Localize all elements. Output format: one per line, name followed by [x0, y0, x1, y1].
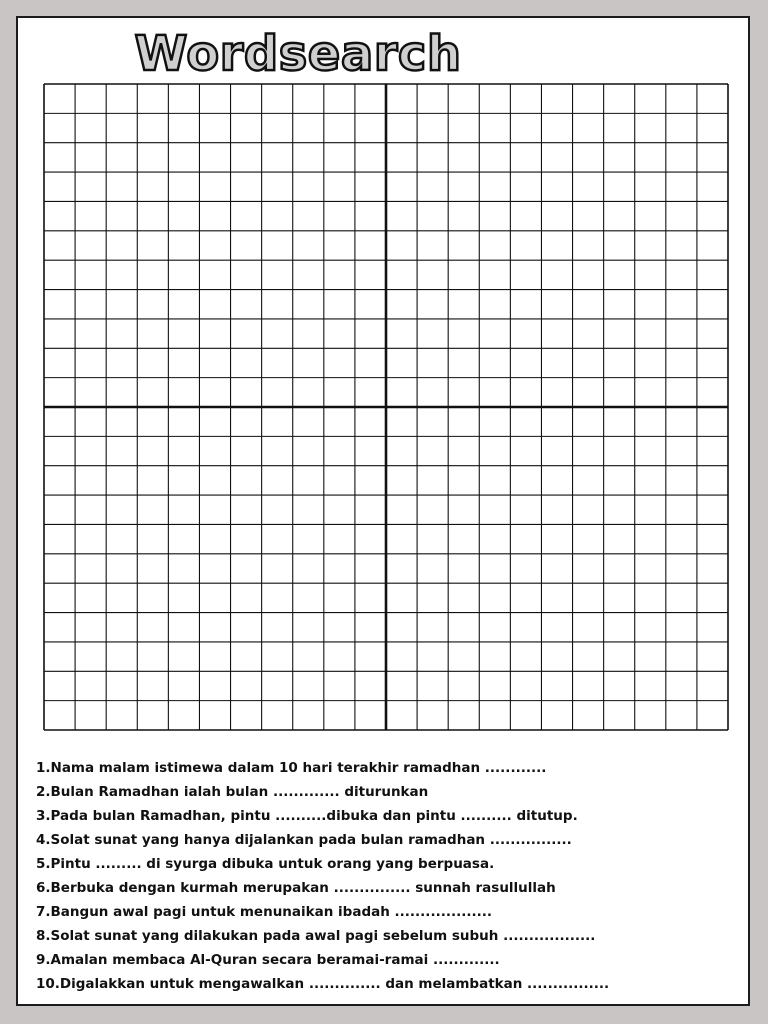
clue-item: 4.Solat sunat yang hanya dijalankan pada bulan ramadhan ................ — [36, 832, 572, 848]
clue-item: 10.Digalakkan untuk mengawalkan .............. dan melambatkan ................ — [36, 976, 610, 992]
clue-item: 3.Pada bulan Ramadhan, pintu ..........dibuka dan pintu .......... ditutup. — [36, 808, 578, 824]
clue-item: 8.Solat sunat yang dilakukan pada awal pagi sebelum subuh .................. — [36, 928, 596, 944]
page-title: Wordsearch — [134, 26, 462, 82]
clue-item: 5.Pintu ......... di syurga dibuka untuk orang yang berpuasa. — [36, 856, 495, 872]
clue-item: 9.Amalan membaca Al-Quran secara beramai-ramai ............. — [36, 952, 500, 968]
clue-list — [36, 756, 736, 996]
worksheet-page — [16, 16, 750, 1006]
clue-item: 1.Nama malam istimewa dalam 10 hari terakhir ramadhan ............ — [36, 760, 547, 776]
wordsearch-grid-svg — [43, 83, 729, 731]
clue-item: 7.Bangun awal pagi untuk menunaikan ibadah ................... — [36, 904, 492, 920]
wordsearch-grid — [43, 83, 729, 731]
clue-item: 6.Berbuka dengan kurmah merupakan ............... sunnah rasullullah — [36, 880, 556, 896]
clue-item: 2.Bulan Ramadhan ialah bulan ............. diturunkan — [36, 784, 429, 800]
